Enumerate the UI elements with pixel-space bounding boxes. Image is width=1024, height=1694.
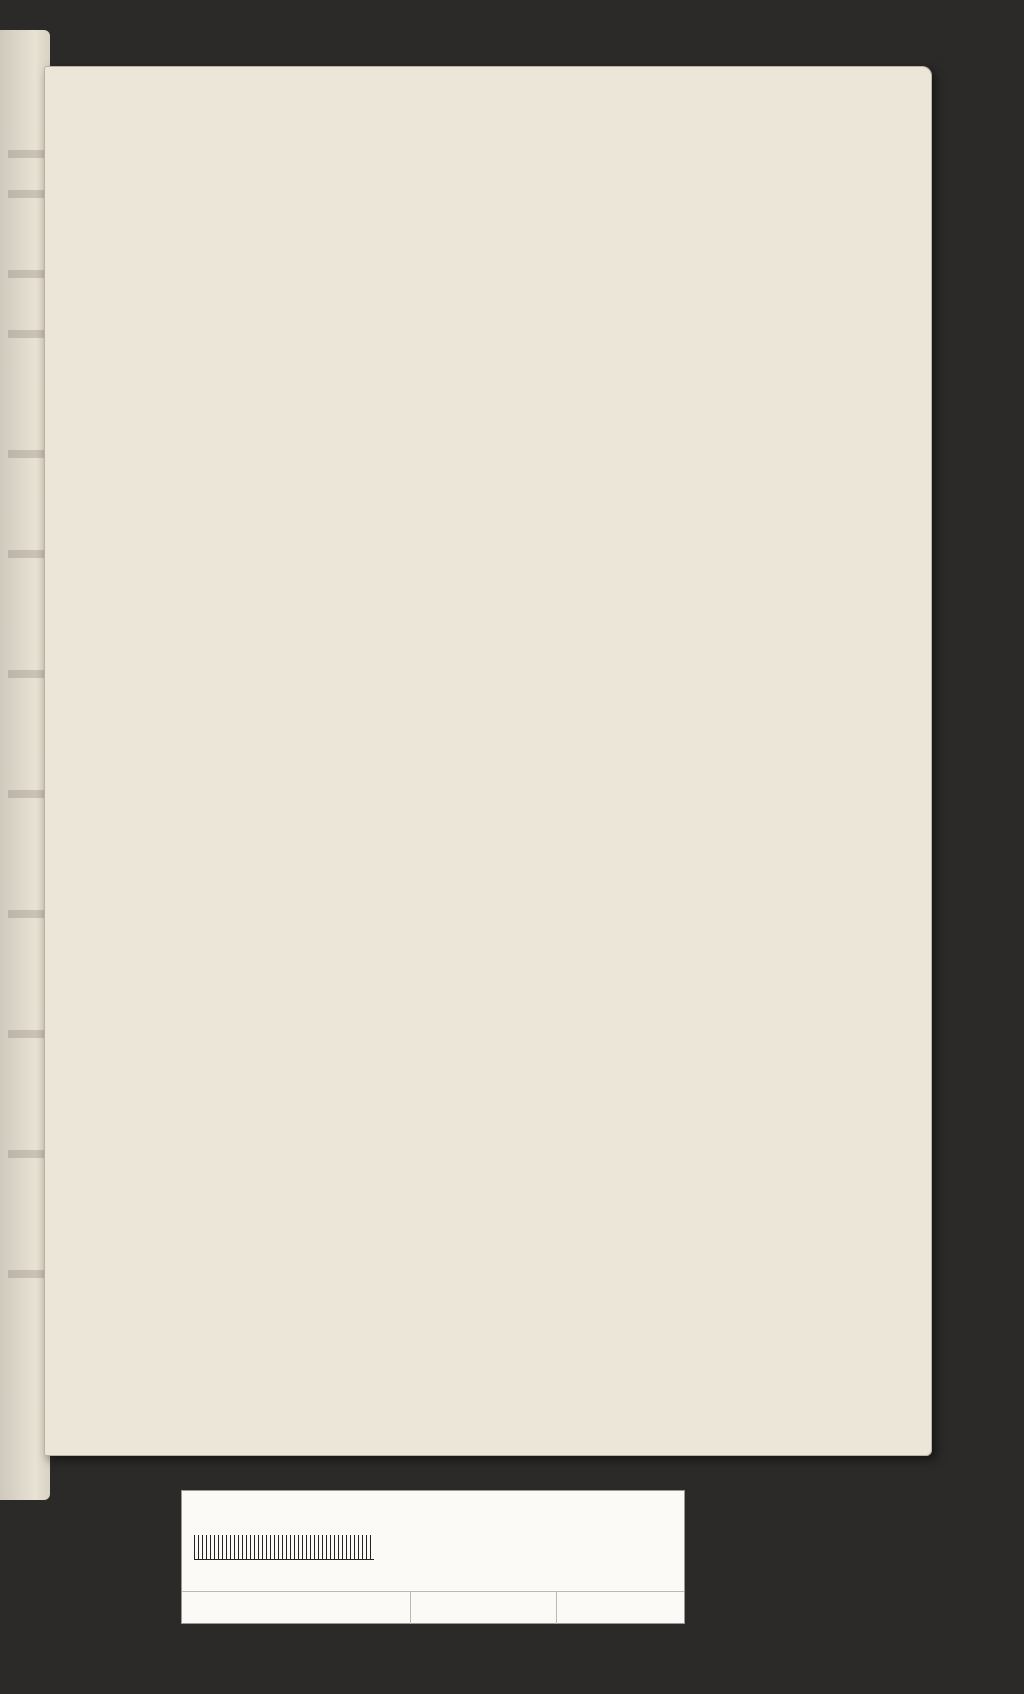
color-target-card	[181, 1490, 685, 1624]
facing-page-edge	[0, 30, 50, 1500]
incunable-page	[44, 66, 932, 1456]
gray-patch-dark	[622, 1535, 666, 1585]
gray-patch-mid	[578, 1535, 622, 1585]
target-footer	[182, 1591, 684, 1624]
scale-ruler	[194, 1535, 374, 1560]
gray-patch-white	[534, 1535, 578, 1585]
